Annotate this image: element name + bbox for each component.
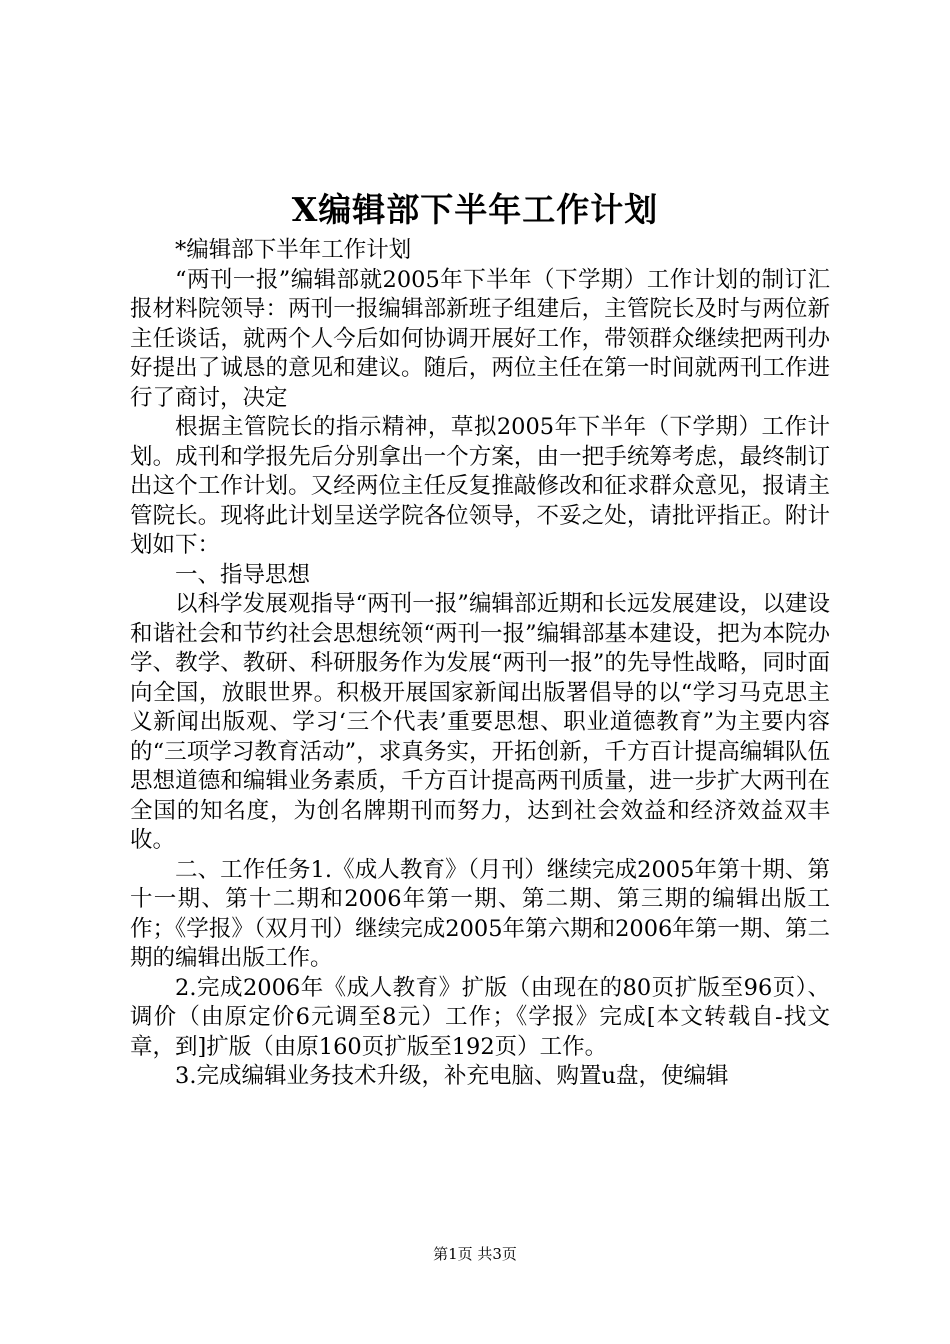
document-body [130,236,830,1092]
paragraph-tasks-1: 二、工作任务1.《成人教育》（月刊）继续完成2005年第十期、第十一期、第十二期和2006年第一期、第二期、第三期的编辑出版工作；《学报》（双月刊）继续完成2005年第六期和2006年第一期、第二期的编辑出版工作。 [130,856,830,971]
paragraph-tasks-2: 2.完成2006年《成人教育》扩版（由现在的80页扩版至96页）、调价（由原定价6元调至8元）工作；《学报》完成[本文转载自-找文章，到]扩版（由原160页扩版至192页）工作。 [130,974,830,1060]
document-title: X编辑部下半年工作计划 [291,190,659,229]
section-heading-guiding-thought: 一、指导思想 [175,561,311,588]
paragraph-tasks-3: 3.完成编辑业务技术升级，补充电脑、购置u盘，使编辑 [175,1063,729,1089]
paragraph-drafting: 根据主管院长的指示精神，草拟2005年下半年（下学期）工作计划。成刊和学报先后分别拿出一个方案，由一把手统筹考虑，最终制订出这个工作计划。又经两位主任反复推敲修改和征求群众意见，报请主管院长。现将此计划呈送学院各位领导，不妥之处，请批评指正。附计划如下： [130,414,830,558]
paragraph-subtitle: *编辑部下半年工作计划 [175,237,412,263]
paragraph-guiding-thought: 以科学发展观指导“两刊一报”编辑部近期和长远发展建设，以建设和谐社会和节约社会思想统领“两刊一报”编辑部基本建设，把为本院办学、教学、教研、科研服务作为发展“两刊一报”的先导性战略，同时面向全国，放眼世界。积极开展国家新闻出版署倡导的以“学习马克思主义新闻出版观、学习‘三个代表’重要思想、职业道德教育”为主要内容的“三项学习教育活动”，求真务实，开拓创新，千方百计提高编辑队伍思想道德和编辑业务素质，千方百计提高两刊质量，进一步扩大两刊在全国的知名度，为创名牌期刊而努力，达到社会效益和经济效益双丰收。 [130,591,830,853]
page-footer: 第1页 共3页 [433,1245,517,1263]
paragraph-intro: “两刊一报”编辑部就2005年下半年（下学期）工作计划的制订汇报材料院领导：两刊一报编辑部新班子组建后，主管院长及时与两位新主任谈话，就两个人今后如何协调开展好工作，带领群众继续把两刊办好提出了诚恳的意见和建议。随后，两位主任在第一时间就两刊工作进行了商讨，决定 [130,266,830,411]
